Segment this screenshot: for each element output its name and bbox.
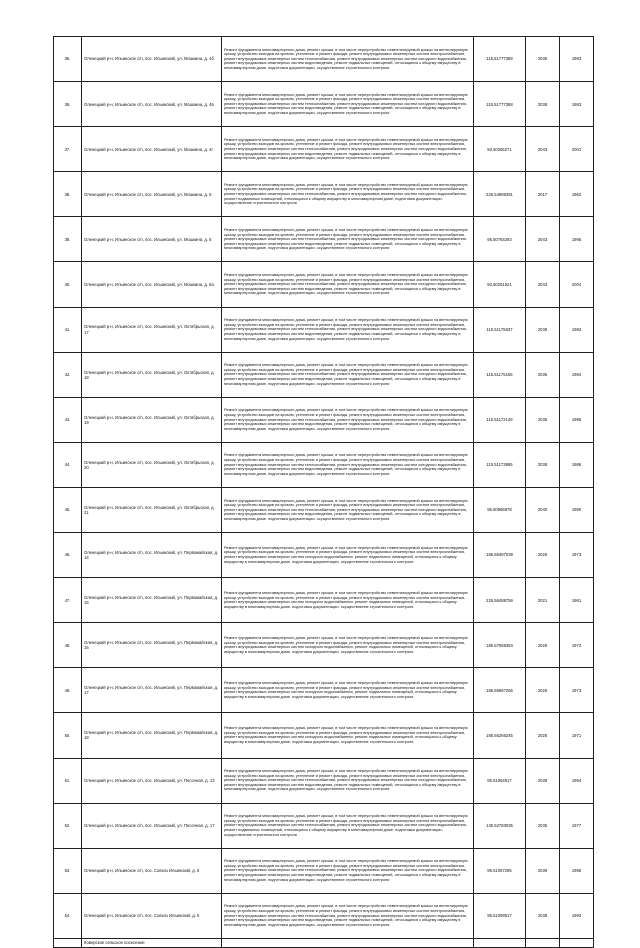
year-end-cell: 2039 [526,758,560,803]
cost-cell: 115.51175165 [474,352,526,397]
works-cell: Ремонт фундамента многоквартирного дома, ремонт крыши, в том числе переустройство невентилируемой крыши на вентилируемую крышу, устройство выходов на кровлю, утепление и ремонт фасада, ремонт внутридомовых инженерных систем электроснабжения, ремонт внутридомовых инженерных систем теплоснабжения, ремонт внутридомовых инженерных систем холодного водоснабжения, ремонт внутридомовых инженерных систем водоотведения, ремонт подвальных помещений, относящихся к общему имуществу в многоквартирном доме, подготовка документации, осуществление строительного контроля [222,262,474,307]
row-number: 43. [54,397,82,442]
cost-cell: 50.50251521 [474,262,526,307]
address-cell: Оленецкий р-н, Ильинское с/п, пос. Ильинский, ул. Мошкина, д. 6а [82,262,222,307]
cost-cell: 115.51777388 [474,82,526,127]
cost-cell: 95.51067295 [474,848,526,893]
cost-cell: 185.57068384 [474,623,526,668]
cost-cell: 226.54898391 [474,172,526,217]
row-number: 50. [54,713,82,758]
year-built-cell: 1990 [560,487,594,532]
year-built-cell: 1962 [560,172,594,217]
year-built-cell: 1993 [560,893,594,938]
year-end-cell: 2039 [526,848,560,893]
cost-cell: 95.50966878 [474,487,526,532]
year-built-cell: 2004 [560,262,594,307]
table-row [54,307,594,352]
cost-cell: 185.56266245 [474,713,526,758]
year-built-cell: 1961 [560,578,594,623]
repair-program-table [53,36,594,948]
cost-cell: 225.56488759 [474,578,526,623]
works-cell: Ремонт фундамента многоквартирного дома, ремонт крыши, в том числе переустройство невентилируемой крыши на вентилируемую крышу, устройство выходов на кровлю, утепление и ремонт фасада, ремонт внутридомовых инженерных систем электроснабжения, ремонт внутридомовых инженерных систем теплоснабжения, ремонт внутридомовых инженерных систем холодного водоснабжения, ремонт подвальных помещений, относящихся к общему имуществу в многоквартирном доме, подготовка документации, осуществление строительного контроля [222,172,474,217]
works-cell: Ремонт фундамента многоквартирного дома, ремонт крыши, в том числе переустройство невентилируемой крыши на вентилируемую крышу, устройство выходов на кровлю, утепление и ремонт фасада, ремонт внутридомовых инженерных систем электроснабжения, ремонт внутридомовых инженерных систем теплоснабжения, ремонт внутридомовых инженерных систем холодного водоснабжения, ремонт внутридомовых инженерных систем водоотведения, ремонт подвальных помещений, относящихся к общему имуществу в многоквартирном доме, подготовка документации, осуществление строительного контроля [222,82,474,127]
year-end-cell: 2038 [526,307,560,352]
works-cell: Ремонт фундамента многоквартирного дома, ремонт крыши, в том числе переустройство невентилируемой крыши на вентилируемую крышу, устройство выходов на кровлю, утепление и ремонт фасада, ремонт внутридомовых инженерных систем электроснабжения, ремонт внутридомовых инженерных систем теплоснабжения, ремонт внутридомовых инженерных систем холодного водоснабжения, ремонт внутридомовых инженерных систем водоотведения, ремонт подвальных помещений, относящихся к общему имуществу в многоквартирном доме, подготовка документации, осуществление строительного контроля [222,217,474,262]
cost-cell: 185.56487039 [474,533,526,578]
table-row [54,262,594,307]
table-row [54,442,594,487]
works-cell: Ремонт фундамента многоквартирного дома, ремонт крыши, в том числе переустройство невентилируемой крыши на вентилируемую крышу, устройство выходов на кровлю, утепление и ремонт фасада, ремонт внутридомовых инженерных систем электроснабжения, ремонт внутридомовых инженерных систем холодного водоснабжения, ремонт подвальных помещений, относящихся к общему имуществу в многоквартирном доме, подготовка документации, осуществление строительного контроля [222,713,474,758]
address-cell: Оленецкий р-н, Ильинское с/п, пос. Ильинский, ул. Мошкина, д. 6 [82,217,222,262]
works-cell: Ремонт фундамента многоквартирного дома, ремонт крыши, в том числе переустройство невентилируемой крыши на вентилируемую крышу, устройство выходов на кровлю, утепление и ремонт фасада, ремонт внутридомовых инженерных систем электроснабжения, ремонт внутридомовых инженерных систем теплоснабжения, ремонт внутридомовых инженерных систем холодного водоснабжения, ремонт внутридомовых инженерных систем водоотведения, ремонт подвальных помещений, относящихся к общему имуществу в многоквартирном доме, подготовка документации, осуществление строительного контроля [222,487,474,532]
year-built-cell: 1971 [560,713,594,758]
address-cell: Оленецкий р-н, Ильинское с/п, пос. Ильинский, ул. Октябрьская, д. 21 [82,487,222,532]
year-built-cell: 1985 [560,397,594,442]
year-end-cell: 2026 [526,533,560,578]
address-cell: Оленецкий р-н, Ильинское с/п, пос. Ильинский, ул. Первомайская, д. 18 [82,713,222,758]
works-cell: Ремонт фундамента многоквартирного дома, ремонт крыши, в том числе переустройство невентилируемой крыши на вентилируемую крышу, устройство выходов на кровлю, утепление и ремонт фасада, ремонт внутридомовых инженерных систем электроснабжения, ремонт внутридомовых инженерных систем теплоснабжения, ремонт внутридомовых инженерных систем холодного водоснабжения, ремонт внутридомовых инженерных систем водоотведения, ремонт подвальных помещений, относящихся к общему имуществу в многоквартирном доме, подготовка документации, осуществление строительного контроля [222,848,474,893]
address-cell: Оленецкий р-н, Ильинское с/п, пос. Ильинский, ул. Мошкина, д. 4г [82,127,222,172]
year-end-cell: 2043 [526,262,560,307]
row-number: 44. [54,442,82,487]
cost-cell: 115.51172149 [474,397,526,442]
settlement-label: Коверское сельское поселение [82,938,222,947]
footer-empty-cell [560,938,594,947]
table-row [54,893,594,938]
year-end-cell: 2038 [526,82,560,127]
works-cell: Ремонт фундамента многоквартирного дома, ремонт крыши, в том числе переустройство невентилируемой крыши на вентилируемую крышу, устройство выходов на кровлю, утепление и ремонт фасада, ремонт внутридомовых инженерных систем электроснабжения, ремонт внутридомовых инженерных систем теплоснабжения, ремонт внутридомовых инженерных систем холодного водоснабжения, ремонт внутридомовых инженерных систем водоотведения, ремонт подвальных помещений, относящихся к общему имуществу в многоквартирном доме, подготовка документации, осуществление строительного контроля [222,397,474,442]
year-end-cell: 2043 [526,217,560,262]
table-row [54,803,594,848]
row-number: 53. [54,848,82,893]
year-built-cell: 1973 [560,668,594,713]
cost-cell: 50.50265271 [474,127,526,172]
table-row [54,848,594,893]
address-cell: Оленецкий р-н, Ильинское с/п, пос. Ильинский, ул. Первомайская, д. 15 [82,578,222,623]
table-row [54,217,594,262]
year-built-cell: 1973 [560,533,594,578]
table-row [54,397,594,442]
table-row [54,82,594,127]
cost-cell: 185.56687266 [474,668,526,713]
year-built-cell: 1994 [560,758,594,803]
year-built-cell: 1986 [560,442,594,487]
address-cell: Оленецкий р-н, Ильинское с/п, пос. Ильинский, ул. Мошкина, д. 4б [82,37,222,82]
year-end-cell: 2040 [526,487,560,532]
address-cell: Оленецкий р-н, Ильинское с/п, пос. Совхоз Ильинский, д. 6 [82,848,222,893]
address-cell: Оленецкий р-н, Ильинское с/п, пос. Ильинский, ул. Мошкина, д. 4в [82,82,222,127]
row-number: 41. [54,307,82,352]
table-row [54,37,594,82]
row-number: 46. [54,533,82,578]
year-end-cell: 2038 [526,893,560,938]
works-cell: Ремонт фундамента многоквартирного дома, ремонт крыши, в том числе переустройство невентилируемой крыши на вентилируемую крышу, устройство выходов на кровлю, утепление и ремонт фасада, ремонт внутридомовых инженерных систем электроснабжения, ремонт внутридомовых инженерных систем теплоснабжения, ремонт внутридомовых инженерных систем холодного водоснабжения, ремонт внутридомовых инженерных систем водоотведения, ремонт подвальных помещений, относящихся к общему имуществу в многоквартирном доме, подготовка документации, осуществление строительного контроля [222,37,474,82]
table-row [54,758,594,803]
table-row [54,623,594,668]
works-cell: Ремонт фундамента многоквартирного дома, ремонт крыши, в том числе переустройство невентилируемой крыши на вентилируемую крышу, устройство выходов на кровлю, утепление и ремонт фасада, ремонт внутридомовых инженерных систем электроснабжения, ремонт внутридомовых инженерных систем теплоснабжения, ремонт внутридомовых инженерных систем холодного водоснабжения, ремонт подвальных помещений, относящихся к общему имуществу в многоквартирном доме, подготовка документации, осуществление строительного контроля [222,803,474,848]
year-end-cell: 2026 [526,623,560,668]
year-end-cell: 2036 [526,352,560,397]
cost-cell: 95.50764293 [474,217,526,262]
works-cell: Ремонт фундамента многоквартирного дома, ремонт крыши, в том числе переустройство невентилируемой крыши на вентилируемую крышу, устройство выходов на кровлю, утепление и ремонт фасада, ремонт внутридомовых инженерных систем электроснабжения, ремонт внутридомовых инженерных систем холодного водоснабжения, ремонт подвальных помещений, относящихся к общему имуществу в многоквартирном доме, подготовка документации, осуществление строительного контроля [222,578,474,623]
row-number: 47. [54,578,82,623]
table-row [54,352,594,397]
row-number: 40. [54,262,82,307]
year-built-cell: 1984 [560,352,594,397]
row-number: 48. [54,623,82,668]
year-end-cell: 2036 [526,397,560,442]
address-cell: Оленецкий р-н, Ильинское с/п, пос. Ильинский, ул. Октябрьская, д. 19 [82,397,222,442]
year-end-cell: 2038 [526,442,560,487]
table-footer-row [54,938,594,947]
cost-cell: 95.51069517 [474,893,526,938]
row-number: 35. [54,37,82,82]
works-cell: Ремонт фундамента многоквартирного дома, ремонт крыши, в том числе переустройство невентилируемой крыши на вентилируемую крышу, устройство выходов на кровлю, утепление и ремонт фасада, ремонт внутридомовых инженерных систем электроснабжения, ремонт внутридомовых инженерных систем теплоснабжения, ремонт внутридомовых инженерных систем холодного водоснабжения, ремонт внутридомовых инженерных систем водоотведения, ремонт подвальных помещений, относящихся к общему имуществу в многоквартирном доме, подготовка документации, осуществление строительного контроля [222,127,474,172]
address-cell: Оленецкий р-н, Ильинское с/п, пос. Ильинский, ул. Октябрьская, д. 17 [82,307,222,352]
address-cell: Оленецкий р-н, Ильинское с/п, пос. Ильинский, ул. Первомайская, д. 16 [82,623,222,668]
row-number: 54. [54,893,82,938]
row-number: 52. [54,803,82,848]
document-sheet [53,36,593,948]
table-row [54,578,594,623]
year-built-cell: 2001 [560,127,594,172]
table-row [54,172,594,217]
table-body [54,37,594,939]
table-row [54,533,594,578]
works-cell: Ремонт фундамента многоквартирного дома, ремонт крыши, в том числе переустройство невентилируемой крыши на вентилируемую крышу, устройство выходов на кровлю, утепление и ремонт фасада, ремонт внутридомовых инженерных систем электроснабжения, ремонт внутридомовых инженерных систем теплоснабжения, ремонт внутридомовых инженерных систем холодного водоснабжения, ремонт внутридомовых инженерных систем водоотведения, ремонт подвальных помещений, относящихся к общему имуществу в многоквартирном доме, подготовка документации, осуществление строительного контроля [222,893,474,938]
year-built-cell: 1983 [560,307,594,352]
address-cell: Оленецкий р-н, Ильинское с/п, пос. Ильинский, ул. Мошкина, д. 5 [82,172,222,217]
works-cell: Ремонт фундамента многоквартирного дома, ремонт крыши, в том числе переустройство невентилируемой крыши на вентилируемую крышу, устройство выходов на кровлю, утепление и ремонт фасада, ремонт внутридомовых инженерных систем электроснабжения, ремонт внутридомовых инженерных систем холодного водоснабжения, ремонт подвальных помещений, относящихся к общему имуществу в многоквартирном доме, подготовка документации, осуществление строительного контроля [222,668,474,713]
cost-cell: 115.51173885 [474,442,526,487]
footer-empty-cell [222,938,474,947]
row-number: 42. [54,352,82,397]
row-number: 51. [54,758,82,803]
cost-cell: 115.51175637 [474,307,526,352]
year-built-cell: 1995 [560,217,594,262]
address-cell: Оленецкий р-н, Ильинское с/п, пос. Ильинский, ул. Первомайская, д. 14 [82,533,222,578]
table-row [54,713,594,758]
address-cell: Оленецкий р-н, Ильинское с/п, пос. Ильинский, ул. Октябрьская, д. 20 [82,442,222,487]
year-end-cell: 2017 [526,172,560,217]
year-built-cell: 1983 [560,37,594,82]
table-row [54,668,594,713]
row-number: 45. [54,487,82,532]
footer-empty-cell [474,938,526,947]
year-built-cell: 1983 [560,82,594,127]
year-end-cell: 2035 [526,803,560,848]
row-number: 36. [54,82,82,127]
year-built-cell: 1977 [560,803,594,848]
works-cell: Ремонт фундамента многоквартирного дома, ремонт крыши, в том числе переустройство невентилируемой крыши на вентилируемую крышу, устройство выходов на кровлю, утепление и ремонт фасада, ремонт внутридомовых инженерных систем электроснабжения, ремонт внутридомовых инженерных систем холодного водоснабжения, ремонт подвальных помещений, относящихся к общему имуществу в многоквартирном доме, подготовка документации, осуществление строительного контроля [222,533,474,578]
year-end-cell: 2036 [526,37,560,82]
year-end-cell: 2043 [526,127,560,172]
address-cell: Оленецкий р-н, Ильинское с/п, пос. Ильинский, ул. Песочная, д. 17 [82,803,222,848]
row-number: 39. [54,217,82,262]
year-built-cell: 1972 [560,623,594,668]
table-row [54,487,594,532]
address-cell: Оленецкий р-н, Ильинское с/п, пос. Ильинский, ул. Октябрьская, д. 18 [82,352,222,397]
table-row [54,127,594,172]
address-cell: Оленецкий р-н, Ильинское с/п, пос. Ильинский, ул. Песочная, д. 13 [82,758,222,803]
year-end-cell: 2026 [526,713,560,758]
works-cell: Ремонт фундамента многоквартирного дома, ремонт крыши, в том числе переустройство невентилируемой крыши на вентилируемую крышу, устройство выходов на кровлю, утепление и ремонт фасада, ремонт внутридомовых инженерных систем электроснабжения, ремонт внутридомовых инженерных систем теплоснабжения, ремонт внутридомовых инженерных систем холодного водоснабжения, ремонт внутридомовых инженерных систем водоотведения, ремонт подвальных помещений, относящихся к общему имуществу в многоквартирном доме, подготовка документации, осуществление строительного контроля [222,352,474,397]
footer-empty-cell [54,938,82,947]
cost-cell: 95.51064917 [474,758,526,803]
cost-cell: 135.52783035 [474,803,526,848]
works-cell: Ремонт фундамента многоквартирного дома, ремонт крыши, в том числе переустройство невентилируемой крыши на вентилируемую крышу, устройство выходов на кровлю, утепление и ремонт фасада, ремонт внутридомовых инженерных систем электроснабжения, ремонт внутридомовых инженерных систем теплоснабжения, ремонт внутридомовых инженерных систем холодного водоснабжения, ремонт внутридомовых инженерных систем водоотведения, ремонт подвальных помещений, относящихся к общему имуществу в многоквартирном доме, подготовка документации, осуществление строительного контроля [222,758,474,803]
works-cell: Ремонт фундамента многоквартирного дома, ремонт крыши, в том числе переустройство невентилируемой крыши на вентилируемую крышу, устройство выходов на кровлю, утепление и ремонт фасада, ремонт внутридомовых инженерных систем электроснабжения, ремонт внутридомовых инженерных систем холодного водоснабжения, ремонт подвальных помещений, относящихся к общему имуществу в многоквартирном доме, подготовка документации, осуществление строительного контроля [222,623,474,668]
year-built-cell: 1995 [560,848,594,893]
year-end-cell: 2021 [526,578,560,623]
row-number: 38. [54,172,82,217]
row-number: 37. [54,127,82,172]
cost-cell: 115.51777388 [474,37,526,82]
address-cell: Оленецкий р-н, Ильинское с/п, пос. Совхоз Ильинский, д. 5 [82,893,222,938]
row-number: 49. [54,668,82,713]
works-cell: Ремонт фундамента многоквартирного дома, ремонт крыши, в том числе переустройство невентилируемой крыши на вентилируемую крышу, устройство выходов на кровлю, утепление и ремонт фасада, ремонт внутридомовых инженерных систем электроснабжения, ремонт внутридомовых инженерных систем теплоснабжения, ремонт внутридомовых инженерных систем холодного водоснабжения, ремонт внутридомовых инженерных систем водоотведения, ремонт подвальных помещений, относящихся к общему имуществу в многоквартирном доме, подготовка документации, осуществление строительного контроля [222,307,474,352]
works-cell: Ремонт фундамента многоквартирного дома, ремонт крыши, в том числе переустройство невентилируемой крыши на вентилируемую крышу, устройство выходов на кровлю, утепление и ремонт фасада, ремонт внутридомовых инженерных систем электроснабжения, ремонт внутридомовых инженерных систем теплоснабжения, ремонт внутридомовых инженерных систем холодного водоснабжения, ремонт внутридомовых инженерных систем водоотведения, ремонт подвальных помещений, относящихся к общему имуществу в многоквартирном доме, подготовка документации, осуществление строительного контроля [222,442,474,487]
year-end-cell: 2026 [526,668,560,713]
address-cell: Оленецкий р-н, Ильинское с/п, пос. Ильинский, ул. Первомайская, д. 17 [82,668,222,713]
footer-empty-cell [526,938,560,947]
